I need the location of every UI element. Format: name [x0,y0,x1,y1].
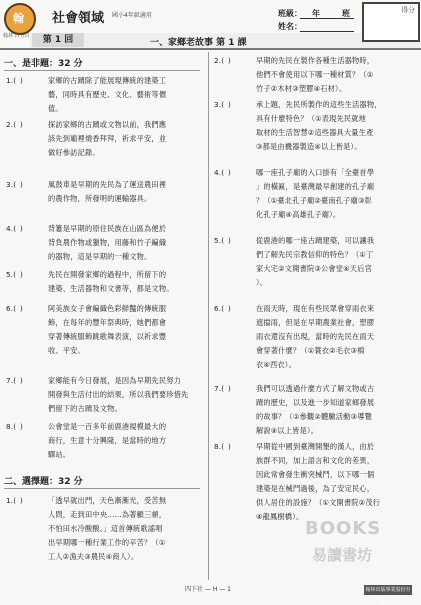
question-number: 8.( [6,422,17,431]
question-line: 取材的生活智慧②這些器具大量生產 [256,128,374,137]
question-line: 遮擋雨，但是在早期農業社會，塑膠 [256,318,375,327]
section-true-false-title: 一、是非題：32 分 [4,59,83,69]
page-title: 社會領域 [52,11,105,26]
question-line: 出早期哪一種行業工作的辛苦？（① [48,538,166,547]
header-rule [0,48,421,50]
question-number: 7.( [6,376,17,385]
watermark-brand: 易讀書坊 [312,546,373,564]
question-line: ③都是由機器製造④以上皆是）。 [256,142,362,151]
answer-blank[interactable]: ) [20,496,24,505]
name-field[interactable] [300,31,354,32]
question-line: 會穿著什麼？（①簑衣②毛衣③棉 [256,346,365,355]
round-badge: 第 1 回 [32,33,84,47]
answer-blank[interactable]: ) [20,224,24,233]
question-line: 家大宅②文開書院③公會堂④天后宮 [256,264,372,273]
question-text [256,98,382,154]
answer-blank[interactable]: ) [20,270,24,279]
question-line: 先民在開發家鄉的過程中，所留下的 [48,270,167,279]
column-divider [208,52,209,580]
question-text [48,74,166,116]
grade-suitability: 國小4年級適用 [112,12,152,19]
question-line: ）。 [256,278,268,287]
question-item [6,178,206,206]
question-item [6,374,206,416]
question-text [48,118,166,160]
question-text [48,222,166,264]
question-line: 商行，生意十分興隆，是當時的地方 [48,436,167,445]
question-line: 從鹿港的哪一座古蹟建築，可以讓我 [256,236,375,245]
question-line: 解說④以上皆是）。 [256,426,319,435]
question-line: 在雨天時，現在有些民眾會穿雨衣來 [256,304,375,313]
brand-subtitle: 翰林 百分百 [3,33,30,39]
question-line: 竹子②木材③塑膠④石材）。 [256,84,347,93]
question-item [214,302,414,372]
question-item [6,494,206,564]
question-line: 該先到廟裡燒香拜拜，祈求平安，並 [48,134,167,143]
question-line: 穿著傳統服飾跳歌舞表演，以祈求豐 [48,332,167,341]
publisher-stamp: 翰林出版事業股份有限公司 [365,587,411,603]
question-line: 們了解先民宗教信仰的特色？（①丁 [256,250,374,259]
logo-char: 翰 [13,12,24,25]
question-line: 具有什麼特色？（①表現先民就地 [256,114,367,123]
answer-blank[interactable]: ) [228,304,232,313]
question-number: 6.( [6,304,17,313]
question-number: 1.( [6,76,17,85]
question-line: 哪一座孔子廟的入口掛有「全臺首學 [256,168,375,177]
question-text [256,382,374,438]
question-number: 4.( [6,224,17,233]
question-item [214,166,414,222]
question-line: 人問，走到田中央……為著顧三頓， [48,510,167,519]
question-item [214,98,414,154]
question-text [48,374,188,416]
question-line: 阿美族女子會編織色彩鮮豔的傳統服 [48,304,167,313]
section-choice-title: 二、選擇題：32 分 [4,477,83,487]
question-line: 工人②漁夫③農民④商人）。 [48,552,139,561]
question-line: 的故事？（①參觀②體驗活動③導覽 [256,412,372,421]
question-text [48,178,166,206]
watermark-books: BOOKS [305,518,382,539]
question-line: 「透早就出門，天色漸漸光，受苦無 [48,496,167,505]
answer-blank[interactable]: ) [20,76,24,85]
question-number: 6.( [214,304,225,313]
question-line: 蹟的歷史，以及進一步知道家鄉發展 [256,398,375,407]
question-item [214,234,414,290]
question-text [256,166,374,222]
question-number: 2.( [6,120,17,129]
answer-blank[interactable]: ) [20,422,24,431]
question-line: 化孔子廟④高雄孔子廟）。 [256,210,341,219]
question-line: 供人居住的設施？（①文開書院②茂行 [256,498,381,507]
answer-blank[interactable]: ) [228,168,232,177]
question-item [6,222,206,264]
question-line: 收、平安。 [48,346,85,355]
score-label: 得分 [401,6,415,14]
question-line: 建築、生活器物和文書等，都是文物。 [48,284,174,293]
question-line: 做好參訪記錄。 [48,148,100,157]
question-number: 1.( [6,496,17,505]
answer-blank[interactable]: ) [20,120,24,129]
question-item [214,440,414,524]
question-item [214,382,414,438]
question-line: 不怕田水冷酸酸。」這首傳統歌謠唱 [48,524,163,533]
question-text [48,302,166,358]
question-item [6,420,206,462]
question-item [214,54,414,96]
question-number: 8.( [214,442,225,451]
grade-unit-label: 年 [312,9,320,18]
question-line: 他們不會使用以下哪一種材質？（① [256,70,374,79]
question-item [6,268,206,296]
class-label: 班級： [278,9,302,18]
question-text [48,494,166,564]
question-item [6,118,206,160]
class-unit-label: 班 [342,9,350,18]
name-label: 姓名： [278,22,302,31]
question-line: 早期的先民在製作各種生活器物時， [256,56,375,65]
section-rule [4,488,200,489]
question-line: 飾，在每年的豐年祭典時，她們都會 [48,318,167,327]
question-line: 建築是在械鬥過後，為了安定民心， [256,484,375,493]
question-text [48,268,174,296]
question-line: 承上題，先民所製作的這些生活器物， [256,100,382,109]
question-line: 衣④西衣）。 [256,360,296,369]
question-text [256,234,374,290]
brand-logo [4,3,36,35]
question-line: 藝，同時具有歷史、文化、藝術等價 [48,90,167,99]
question-line: 值。 [48,104,63,113]
score-box[interactable] [362,2,420,42]
question-line: 家鄉能有今日發展，是因為早期先民努力 [48,376,181,385]
answer-blank[interactable]: ) [20,180,24,189]
answer-blank[interactable]: ) [228,384,232,393]
question-line: ④龍鳳樹橋）。 [256,512,304,521]
question-number: 3.( [214,100,225,109]
question-number: 5.( [6,270,17,279]
answer-blank[interactable]: ) [228,442,232,451]
question-line: 們留下的古蹟及文物。 [48,404,122,413]
question-line: 因此常會發生衝突械鬥，以下哪一個 [256,470,375,479]
question-text [48,420,166,462]
section-rule [4,70,200,71]
page-footer: 四下社 — H — 1 [185,586,231,593]
question-line: 的器物，這是早期的一種文物。 [48,252,152,261]
answer-blank[interactable]: ) [228,100,232,109]
question-number: 4.( [214,168,225,177]
question-line: 雨衣還沒有出現，當時的先民在雨天 [256,332,375,341]
class-field[interactable] [300,18,354,19]
question-line: 的農作物，所發明的運輸器具。 [48,194,152,203]
question-line: 公會堂是一百多年前鹿港規模最大的 [48,422,167,431]
question-line: 驛站。 [48,450,71,459]
question-line: 風鼓車是早期的先民為了運送農田裡 [48,180,167,189]
question-line: 」的橫匾，是臺灣最早創建的孔子廟 [256,182,375,191]
question-line: 家鄉的古蹟除了能展現傳統的建築工 [48,76,167,85]
question-line: 背簍是早期的原住民族在山區為便於 [48,224,167,233]
question-line: 探訪家鄉的古蹟或文物以前，我們應 [48,120,167,129]
question-line: 我們可以透過什麼方式了解文物或古 [256,384,375,393]
question-item [6,302,206,358]
question-number: 5.( [214,236,225,245]
question-number: 7.( [214,384,225,393]
question-line: 早期從中國到臺灣開墾的漢人，由於 [256,442,375,451]
unit-title: 一、家鄉老故事 第 1 課 [150,38,247,48]
question-line: 背負農作物或獵物，用藤和竹子編織 [48,238,167,247]
question-text [256,302,374,372]
answer-blank[interactable]: ) [20,376,24,385]
answer-blank[interactable]: ) [228,236,232,245]
question-text [256,54,374,96]
question-number: 3.( [6,180,17,189]
question-line: 族群不同，加上語言和文化的差異， [256,456,375,465]
answer-blank[interactable]: ) [228,56,232,65]
answer-blank[interactable]: ) [20,304,24,313]
question-text [256,440,380,524]
question-line: 開發與生活付出的結果，所以我們要珍惜先 [48,390,189,399]
question-line: ？（①臺北孔子廟②臺南孔子廟③彰 [256,196,372,205]
question-number: 2.( [214,56,225,65]
question-item [6,74,206,116]
